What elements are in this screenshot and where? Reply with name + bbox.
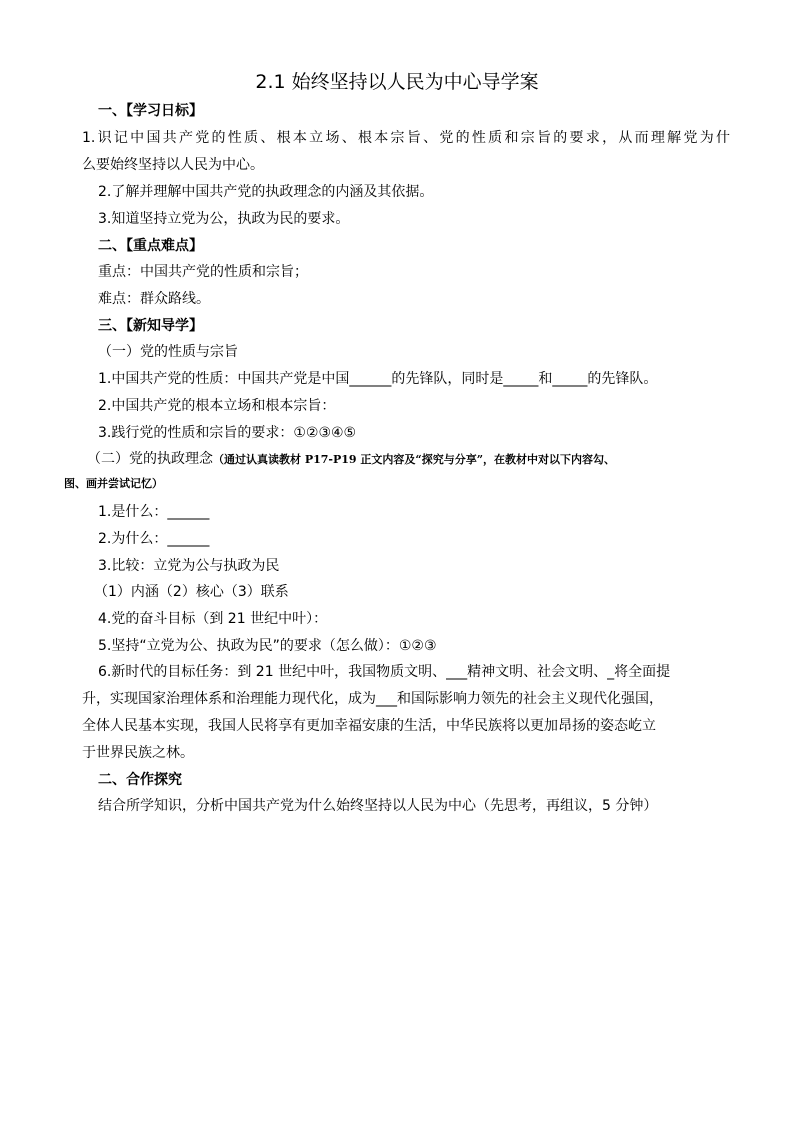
subsection-title: （二）党的执政理念 (87, 451, 213, 467)
item-compare-sub: （1）内涵（2）核心（3）联系 (94, 584, 289, 600)
item-compare: 3.比较：立党为公与执政为民 (98, 558, 280, 574)
question-3: 3.践行党的性质和宗旨的要求：①②③④⑤ (98, 425, 357, 441)
subsection-party-nature: （一）党的性质与宗旨 (98, 344, 238, 360)
section-heading-cooperation: 二、合作探究 (98, 772, 182, 788)
key-point: 重点：中国共产党的性质和宗旨； (98, 264, 308, 280)
objective-1-line-1: 1.识记中国共产党的性质、根本立场、根本宗旨、党的性质和宗旨的要求，从而理解党为什 (82, 130, 730, 146)
objective-3: 3.知道坚持立党为公，执政为民的要求。 (98, 211, 350, 227)
reading-note-line-1: （通过认真读教材 P17-P19 正文内容及“探究与分享”，在教材中对以下内容勾、 (213, 453, 616, 466)
item-why: 2.为什么：______ (98, 531, 210, 547)
item-new-era-line-3: 全体人民基本实现，我国人民将享有更加幸福安康的生活，中华民族将以更加昂扬的姿态屹立 (82, 718, 656, 734)
item-new-era-line-4: 于世界民族之林。 (82, 745, 194, 761)
reading-note-line-2: 图、画并尝试记忆） (64, 477, 163, 490)
objective-2: 2.了解并理解中国共产党的执政理念的内涵及其依据。 (98, 184, 434, 200)
question-2: 2.中国共产党的根本立场和根本宗旨： (98, 398, 336, 414)
item-what: 1.是什么：______ (98, 504, 210, 520)
subsection-governing-philosophy (87, 449, 615, 470)
section-heading-objectives: 一、【学习日标】 (98, 103, 203, 119)
section-heading-new-knowledge: 三、【新知导学】 (98, 318, 203, 334)
item-goal: 4.党的奋斗目标（到 21 世纪中叶）： (98, 611, 328, 627)
item-new-era-line-2: 升，实现国家治理体系和治理能力现代化，成为___和国际影响力领先的社会主义现代化强国， (82, 691, 663, 707)
cooperation-task: 结合所学知识，分析中国共产党为什么始终坚持以人民为中心（先思考，再组议，5 分钟） (98, 798, 658, 814)
question-1: 1.中国共产党的性质：中国共产党是中国______的先锋队，同时是_____和_____的先锋队。 (98, 371, 658, 387)
section-heading-key-points: 二、【重点难点】 (98, 238, 203, 254)
item-requirements: 5.坚持“立党为公、执政为民”的要求（怎么做）：①②③ (98, 638, 437, 654)
difficult-point: 难点：群众路线。 (98, 291, 210, 307)
objective-1-line-2: 么要始终坚持以人民为中心。 (82, 157, 264, 173)
item-new-era-line-1: 6.新时代的目标任务：到 21 世纪中叶，我国物质文明、___精神文明、社会文明、_将全面提 (98, 664, 671, 680)
page-title: 2.1 始终坚持以人民为中心导学案 (255, 71, 539, 93)
